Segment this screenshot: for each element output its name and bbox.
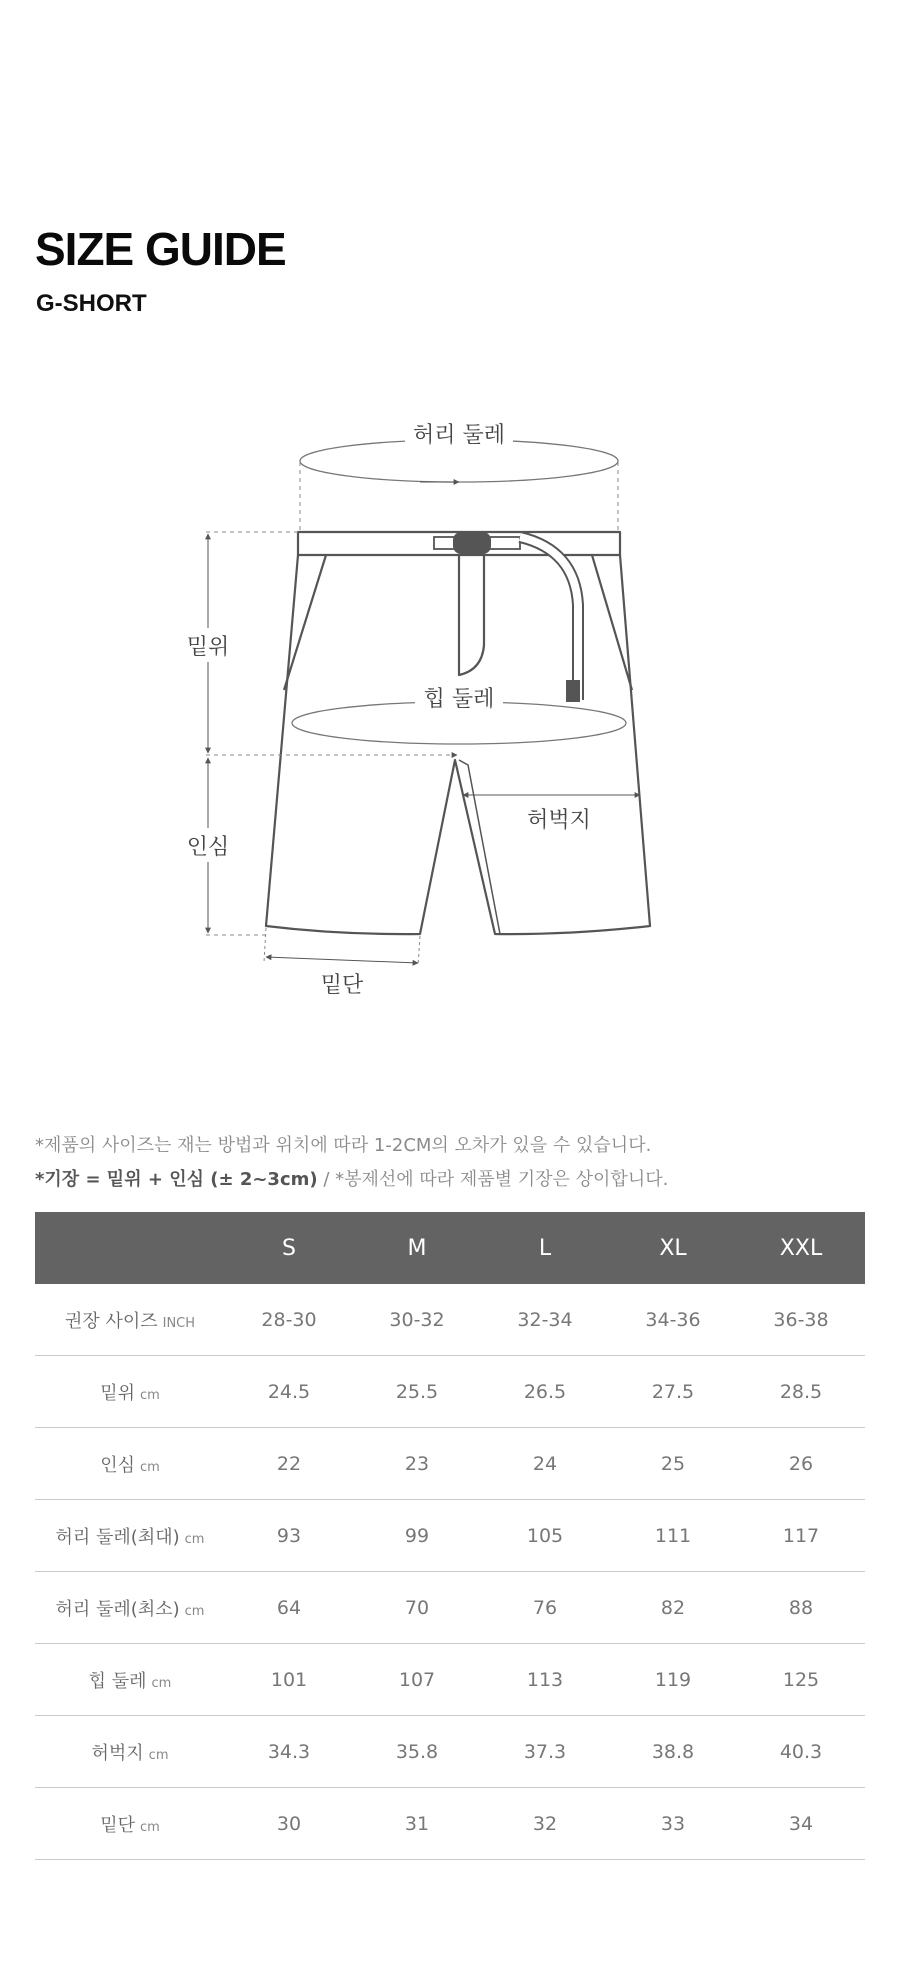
table-cell: 30: [225, 1788, 353, 1860]
table-row: [35, 1716, 865, 1788]
table-cell: 26.5: [481, 1356, 609, 1428]
row-label-text: 권장 사이즈: [64, 1310, 158, 1332]
table-cell: 23: [353, 1428, 481, 1500]
table-cell: 25: [609, 1428, 737, 1500]
table-cell: 22: [225, 1428, 353, 1500]
table-cell: 70: [353, 1572, 481, 1644]
shorts-measurement-diagram: [0, 400, 900, 1020]
row-label-text: 허벅지: [91, 1742, 144, 1764]
table-cell: 31: [353, 1788, 481, 1860]
table-row: [35, 1356, 865, 1428]
row-label: [35, 1356, 225, 1428]
row-unit: INCH: [162, 1315, 196, 1331]
thigh-label: 허벅지: [527, 808, 591, 833]
table-cell: 37.3: [481, 1716, 609, 1788]
table-row: [35, 1428, 865, 1500]
table-cell: 27.5: [609, 1356, 737, 1428]
row-label-text: 허리 둘레(최소): [55, 1598, 180, 1620]
table-cell: 32-34: [481, 1284, 609, 1356]
length-formula-note: [35, 1165, 668, 1191]
table-cell: 76: [481, 1572, 609, 1644]
table-cell: 117: [737, 1500, 865, 1572]
table-cell: 28.5: [737, 1356, 865, 1428]
size-header: XL: [609, 1212, 737, 1284]
table-cell: 34-36: [609, 1284, 737, 1356]
table-row: [35, 1500, 865, 1572]
table-cell: 24.5: [225, 1356, 353, 1428]
row-label-text: 인심: [100, 1454, 135, 1476]
inseam-label: 인심: [186, 835, 230, 860]
table-cell: 30-32: [353, 1284, 481, 1356]
table-cell: 119: [609, 1644, 737, 1716]
table-cell: 40.3: [737, 1716, 865, 1788]
row-label: [35, 1644, 225, 1716]
table-cell: 82: [609, 1572, 737, 1644]
row-label-text: 허리 둘레(최대): [55, 1526, 180, 1548]
row-label-text: 밑위: [100, 1382, 135, 1404]
table-cell: 105: [481, 1500, 609, 1572]
size-header: L: [481, 1212, 609, 1284]
page-title: SIZE GUIDE: [35, 223, 286, 275]
rise-inseam-measure: [180, 532, 457, 935]
size-header: XXL: [737, 1212, 865, 1284]
table-cell: 36-38: [737, 1284, 865, 1356]
row-label: [35, 1716, 225, 1788]
table-row: [35, 1788, 865, 1860]
table-cell: 38.8: [609, 1716, 737, 1788]
row-label-text: 힙 둘레: [88, 1670, 147, 1692]
table-cell: 28-30: [225, 1284, 353, 1356]
header-empty-cell: [35, 1212, 225, 1284]
hem-label: 밑단: [320, 973, 364, 998]
row-label: [35, 1500, 225, 1572]
row-unit: cm: [139, 1387, 160, 1403]
table-cell: 101: [225, 1644, 353, 1716]
table-cell: 93: [225, 1500, 353, 1572]
hip-label: 힙 둘레: [423, 687, 495, 712]
row-unit: cm: [148, 1747, 169, 1763]
table-row: [35, 1572, 865, 1644]
table-cell: 24: [481, 1428, 609, 1500]
row-label: [35, 1788, 225, 1860]
size-header-row: [35, 1212, 865, 1284]
row-unit: cm: [184, 1531, 205, 1547]
table-cell: 113: [481, 1644, 609, 1716]
waist-label: 허리 둘레: [412, 423, 506, 448]
row-unit: cm: [184, 1603, 205, 1619]
table-row: [35, 1644, 865, 1716]
seam-note: / *봉제선에 따라 제품별 기장은 상이합니다.: [317, 1169, 669, 1190]
row-label-text: 밑단: [100, 1814, 135, 1836]
size-header: S: [225, 1212, 353, 1284]
belt: [434, 532, 580, 702]
size-tolerance-note: *제품의 사이즈는 재는 방법과 위치에 따라 1-2CM의 오차가 있을 수 있습니다.: [35, 1135, 652, 1156]
row-label: [35, 1428, 225, 1500]
row-label: [35, 1284, 225, 1356]
rise-label: 밑위: [186, 635, 230, 660]
table-cell: 34.3: [225, 1716, 353, 1788]
table-cell: 64: [225, 1572, 353, 1644]
table-row: [35, 1284, 865, 1356]
table-cell: 26: [737, 1428, 865, 1500]
row-unit: cm: [139, 1459, 160, 1475]
table-cell: 32: [481, 1788, 609, 1860]
table-cell: 34: [737, 1788, 865, 1860]
row-unit: cm: [151, 1675, 172, 1691]
table-cell: 125: [737, 1644, 865, 1716]
table-cell: 33: [609, 1788, 737, 1860]
row-label: [35, 1572, 225, 1644]
product-name: G-SHORT: [36, 290, 147, 317]
table-cell: 107: [353, 1644, 481, 1716]
size-table: [35, 1212, 865, 1860]
table-cell: 35.8: [353, 1716, 481, 1788]
row-unit: cm: [139, 1819, 160, 1835]
table-cell: 88: [737, 1572, 865, 1644]
table-cell: 111: [609, 1500, 737, 1572]
table-cell: 25.5: [353, 1356, 481, 1428]
size-header: M: [353, 1212, 481, 1284]
table-cell: 99: [353, 1500, 481, 1572]
length-formula: *기장 = 밑위 + 인심 (± 2~3cm): [35, 1169, 318, 1190]
shorts-outline: [266, 532, 650, 934]
